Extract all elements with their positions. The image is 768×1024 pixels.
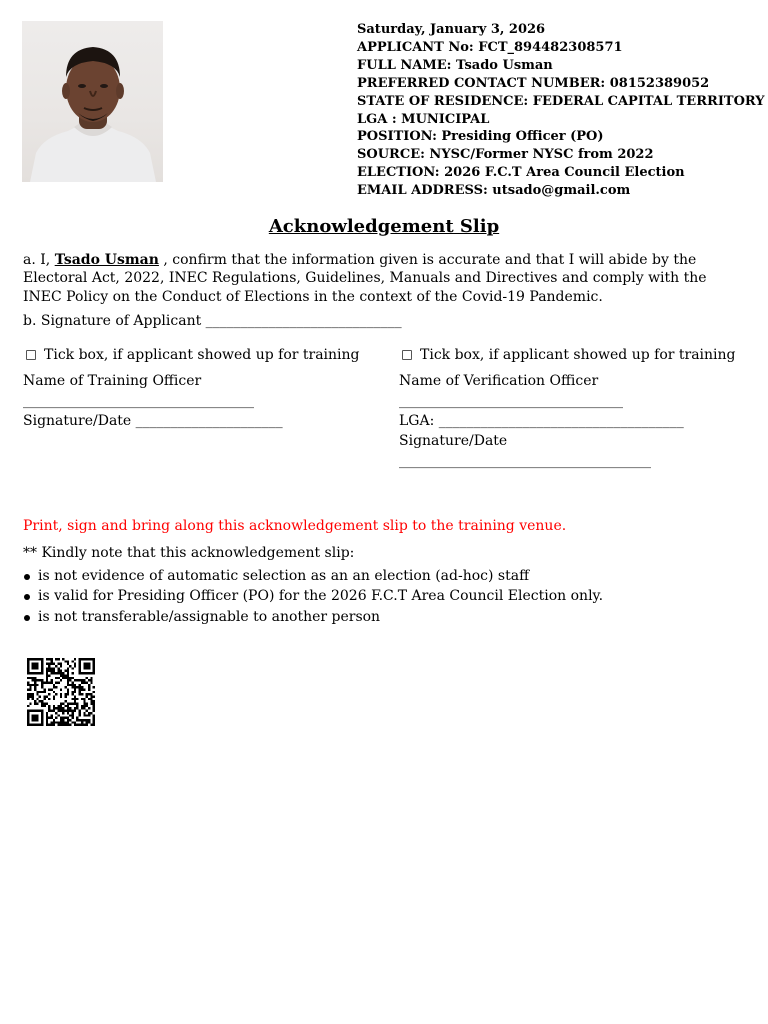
verification-officer-line: ________________________________	[399, 393, 623, 409]
state-of-residence: STATE OF RESIDENCE: FEDERAL CAPITAL TERRITORY	[357, 93, 765, 109]
verification-lga: LGA: ___________________________________	[399, 413, 684, 429]
training-signature: Signature/Date _____________________	[23, 413, 283, 429]
print-notice: Print, sign and bring along this acknowledgement slip to the training venue.	[23, 518, 567, 534]
declaration-prefix: a. I,	[23, 252, 55, 268]
lga: LGA : MUNICIPAL	[357, 111, 490, 127]
verification-tick-row	[399, 345, 759, 365]
training-section	[23, 345, 383, 431]
declaration-text: , confirm that the information given is accurate and that I will abide by the Electoral Act, 2022, INEC Regulations, Guidelines, Manuals and Directives and comply with the INEC Policy on the Conduct of Elections in the context of the Covid-19 Pandemic.	[23, 252, 707, 305]
qr-code	[25, 658, 97, 726]
full-name: FULL NAME: Tsado Usman	[357, 57, 553, 73]
applicant-number: APPLICANT No: FCT_894482308571	[357, 39, 623, 55]
election: ELECTION: 2026 F.C.T Area Council Election	[357, 165, 685, 181]
training-officer-line: _________________________________	[23, 393, 254, 409]
verification-section	[399, 345, 759, 471]
list-item: is not transferable/assignable to another person	[23, 607, 603, 627]
list-item: is not evidence of automatic selection as an an election (ad-hoc) staff	[23, 566, 603, 586]
verification-officer-label: Name of Verification Officer	[399, 373, 599, 389]
verification-checkbox[interactable]	[402, 350, 412, 360]
position: POSITION: Presiding Officer (PO)	[357, 129, 604, 145]
declaration-name: Tsado Usman	[54, 252, 159, 268]
applicant-signature-line: b. Signature of Applicant ____________________________	[23, 313, 402, 329]
training-tick-label: Tick box, if applicant showed up for training	[44, 347, 360, 363]
list-item: is valid for Presiding Officer (PO) for the 2026 F.C.T Area Council Election only.	[23, 586, 603, 606]
source: SOURCE: NYSC/Former NYSC from 2022	[357, 147, 654, 163]
note-heading: ** Kindly note that this acknowledgement slip:	[23, 545, 355, 561]
verification-signature-label: Signature/Date	[399, 433, 508, 449]
verification-tick-label: Tick box, if applicant showed up for training	[420, 347, 736, 363]
email-address: EMAIL ADDRESS: utsado@gmail.com	[357, 183, 631, 199]
training-checkbox[interactable]	[26, 350, 36, 360]
applicant-details	[357, 21, 765, 200]
training-officer-label: Name of Training Officer	[23, 373, 202, 389]
contact-number: PREFERRED CONTACT NUMBER: 08152389052	[357, 75, 710, 91]
declaration-paragraph	[23, 251, 743, 306]
slip-date: Saturday, January 3, 2026	[357, 22, 546, 37]
notes-list	[23, 566, 603, 627]
applicant-photo	[22, 21, 163, 182]
verification-signature-line: ____________________________________	[399, 453, 651, 469]
training-tick-row	[23, 345, 383, 365]
page-title: Acknowledgement Slip	[268, 216, 500, 237]
